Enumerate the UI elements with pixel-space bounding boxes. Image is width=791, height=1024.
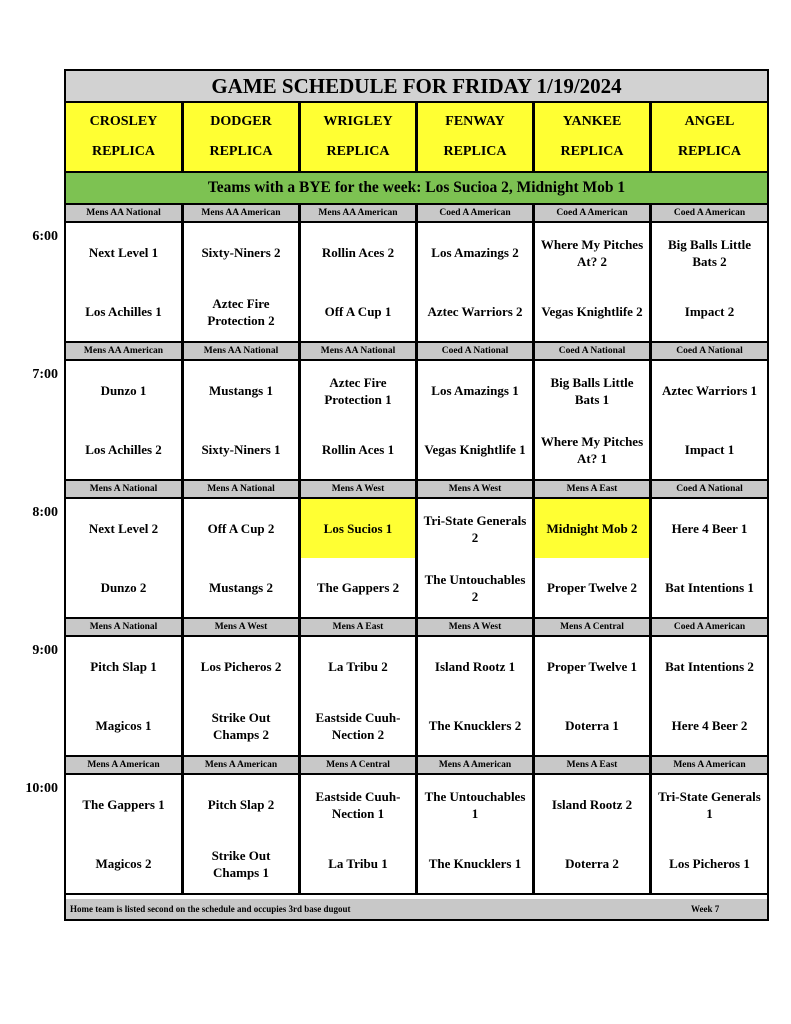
division-label: Mens A West [301, 481, 418, 497]
game-cell [301, 775, 418, 893]
home-team: Proper Twelve 2 [546, 580, 638, 595]
home-team: Here 4 Beer 2 [671, 718, 748, 733]
division-row [66, 481, 767, 499]
game-row [66, 223, 767, 343]
away-team: Aztec Warriors 1 [661, 383, 758, 398]
home-team: Los Achilles 1 [85, 304, 162, 319]
division-label: Coed A American [418, 205, 535, 221]
game-cell [535, 223, 652, 341]
away-team: Pitch Slap 2 [207, 797, 275, 812]
field-subtitle: REPLICA [326, 144, 390, 159]
schedule-footer [66, 899, 767, 919]
away-team: Proper Twelve 1 [546, 659, 638, 674]
home-team: Impact 1 [684, 442, 735, 457]
division-label: Mens AA National [66, 205, 184, 221]
away-team: Next Level 1 [88, 245, 159, 260]
division-label: Mens AA National [184, 343, 301, 359]
game-cell [301, 223, 418, 341]
field-name: ANGEL [684, 114, 735, 129]
game-row [66, 637, 767, 757]
game-cell [184, 637, 301, 755]
footer-note: Home team is listed second on the schedule and occupies 3rd base dugout [70, 904, 351, 914]
away-team: Rollin Aces 2 [321, 245, 395, 260]
home-team: Bat Intentions 1 [665, 580, 754, 595]
time-label: 8:00 [32, 505, 58, 520]
away-team: Here 4 Beer 1 [671, 521, 748, 536]
home-team: Magicos 2 [95, 856, 152, 871]
division-label: Mens A East [535, 481, 652, 497]
division-label: Coed A National [676, 346, 743, 356]
game-cell [184, 499, 301, 617]
game-cell [535, 499, 652, 617]
division-row [66, 343, 767, 361]
away-team: Aztec Fire Protection 1 [324, 374, 392, 407]
home-team: Vegas Knightlife 2 [541, 304, 643, 319]
time-label: 6:00 [32, 229, 58, 244]
division-label: Mens AA National [301, 343, 418, 359]
away-team: Sixty-Niners 2 [201, 245, 281, 260]
time-slot-block [66, 757, 767, 895]
time-slot-block [66, 343, 767, 481]
game-cell [418, 361, 535, 479]
game-cell [535, 637, 652, 755]
game-cell [66, 223, 184, 341]
away-team: Midnight Mob 2 [535, 499, 649, 558]
division-label: Coed A American [673, 208, 746, 218]
home-team: Aztec Fire Protection 2 [207, 295, 275, 328]
game-cell [66, 775, 184, 893]
game-cell [535, 361, 652, 479]
home-team: Doterra 2 [565, 856, 619, 871]
time-slot-block [66, 481, 767, 619]
home-team: Eastside Cuuh-Nection 2 [315, 709, 401, 742]
division-label: Mens A National [66, 619, 184, 635]
away-team: Big Balls Little Bats 2 [667, 236, 752, 269]
field-header [652, 103, 767, 171]
game-cell [535, 775, 652, 893]
game-cell [652, 499, 767, 617]
home-team: Los Achilles 2 [85, 442, 162, 457]
division-label: Mens AA American [301, 205, 418, 221]
game-row [66, 499, 767, 619]
division-label: Mens A American [673, 760, 746, 770]
game-cell [184, 223, 301, 341]
game-cell [418, 499, 535, 617]
field-subtitle: REPLICA [560, 144, 624, 159]
division-label: Mens A East [301, 619, 418, 635]
away-team: The Gappers 1 [82, 797, 165, 812]
home-team: Magicos 1 [95, 718, 152, 733]
field-header [66, 103, 184, 171]
division-row [66, 619, 767, 637]
home-team: La Tribu 1 [328, 856, 388, 871]
division-label: Mens A West [418, 619, 535, 635]
field-subtitle: REPLICA [209, 144, 273, 159]
away-team: The Untouchables 1 [424, 788, 526, 821]
away-team: Island Rootz 2 [551, 797, 633, 812]
field-name: WRIGLEY [323, 114, 393, 129]
schedule-title: GAME SCHEDULE FOR FRIDAY 1/19/2024 [66, 71, 767, 103]
home-team: Off A Cup 1 [324, 304, 392, 319]
field-header [301, 103, 418, 171]
away-team: Big Balls Little Bats 1 [550, 374, 634, 407]
field-name: YANKEE [562, 114, 622, 129]
away-team: Where My Pitches At? 2 [540, 236, 644, 269]
division-label: Coed A National [418, 343, 535, 359]
division-label: Mens A National [184, 481, 301, 497]
game-cell [652, 361, 767, 479]
division-label: Mens AA American [184, 205, 301, 221]
field-header [418, 103, 535, 171]
away-team: Los Amazings 2 [431, 245, 519, 260]
division-label: Mens A Central [301, 757, 418, 773]
away-team: Pitch Slap 1 [90, 659, 157, 674]
game-cell [418, 223, 535, 341]
game-cell [652, 223, 767, 341]
away-team: Dunzo 1 [100, 383, 147, 398]
division-label: Mens A West [418, 481, 535, 497]
field-header-row [66, 103, 767, 173]
division-label: Mens AA American [66, 343, 184, 359]
time-slot-block [66, 619, 767, 757]
home-team: Dunzo 2 [100, 580, 147, 595]
home-team: The Knucklers 1 [428, 856, 522, 871]
division-label: Coed A National [535, 343, 652, 359]
away-team: Los Amazings 1 [431, 383, 519, 398]
away-team: Mustangs 1 [209, 383, 273, 398]
field-subtitle: REPLICA [91, 144, 155, 159]
field-name: FENWAY [445, 114, 505, 129]
home-team: Los Picheros 1 [669, 856, 750, 871]
home-team: Where My Pitches At? 1 [540, 433, 644, 466]
time-label: 10:00 [25, 781, 58, 796]
division-label: Mens A American [418, 757, 535, 773]
home-team: Vegas Knightlife 1 [424, 442, 526, 457]
week-label: Week 7 [691, 904, 720, 914]
division-label: Mens A West [184, 619, 301, 635]
away-team: La Tribu 2 [328, 659, 388, 674]
home-team: Doterra 1 [565, 718, 619, 733]
game-cell [301, 499, 418, 617]
division-label: Mens A American [66, 757, 184, 773]
home-team: Sixty-Niners 1 [201, 442, 281, 457]
time-label: 7:00 [32, 367, 58, 382]
division-label: Mens A American [184, 757, 301, 773]
field-name: DODGER [210, 114, 272, 129]
home-team: Impact 2 [684, 304, 735, 319]
away-team: Bat Intentions 2 [665, 659, 754, 674]
division-row [66, 757, 767, 775]
time-slot-block [66, 205, 767, 343]
home-team: The Knucklers 2 [428, 718, 522, 733]
division-label: Mens A East [535, 757, 652, 773]
game-cell [301, 637, 418, 755]
away-team: Los Sucios 1 [301, 499, 415, 558]
game-cell [66, 361, 184, 479]
game-cell [184, 361, 301, 479]
bye-banner: Teams with a BYE for the week: Los Sucioa 2, Midnight Mob 1 [66, 173, 767, 205]
away-team: Island Rootz 1 [434, 659, 516, 674]
division-label: Coed A American [535, 205, 652, 221]
away-team: Los Picheros 2 [200, 659, 282, 674]
time-label: 9:00 [32, 643, 58, 658]
home-team: The Gappers 2 [316, 580, 400, 595]
game-cell [652, 637, 767, 755]
home-team: Rollin Aces 1 [321, 442, 395, 457]
division-label: Coed A American [673, 622, 746, 632]
away-team: Tri-State Generals 1 [658, 788, 761, 821]
game-cell [301, 361, 418, 479]
away-team: Off A Cup 2 [207, 521, 275, 536]
home-team: Strike Out Champs 2 [211, 709, 271, 742]
game-cell [66, 499, 184, 617]
division-row [66, 205, 767, 223]
away-team: Tri-State Generals 2 [423, 512, 527, 545]
field-header [535, 103, 652, 171]
field-subtitle: REPLICA [443, 144, 507, 159]
field-header [184, 103, 301, 171]
away-team: Next Level 2 [88, 521, 159, 536]
away-team: Eastside Cuuh-Nection 1 [315, 788, 401, 821]
game-cell [652, 775, 767, 893]
division-label: Mens A Central [535, 619, 652, 635]
game-cell [184, 775, 301, 893]
game-row [66, 775, 767, 895]
home-team: Mustangs 2 [209, 580, 273, 595]
home-team: Strike Out Champs 1 [211, 847, 271, 880]
field-name: CROSLEY [89, 114, 158, 129]
home-team: Aztec Warriors 2 [427, 304, 523, 319]
game-row [66, 361, 767, 481]
home-team: The Untouchables 2 [424, 571, 526, 604]
game-cell [418, 775, 535, 893]
game-cell [66, 637, 184, 755]
schedule-sheet [64, 69, 769, 921]
game-cell [418, 637, 535, 755]
division-label: Coed A National [676, 484, 743, 494]
division-label: Mens A National [66, 481, 184, 497]
field-subtitle: REPLICA [677, 144, 741, 159]
